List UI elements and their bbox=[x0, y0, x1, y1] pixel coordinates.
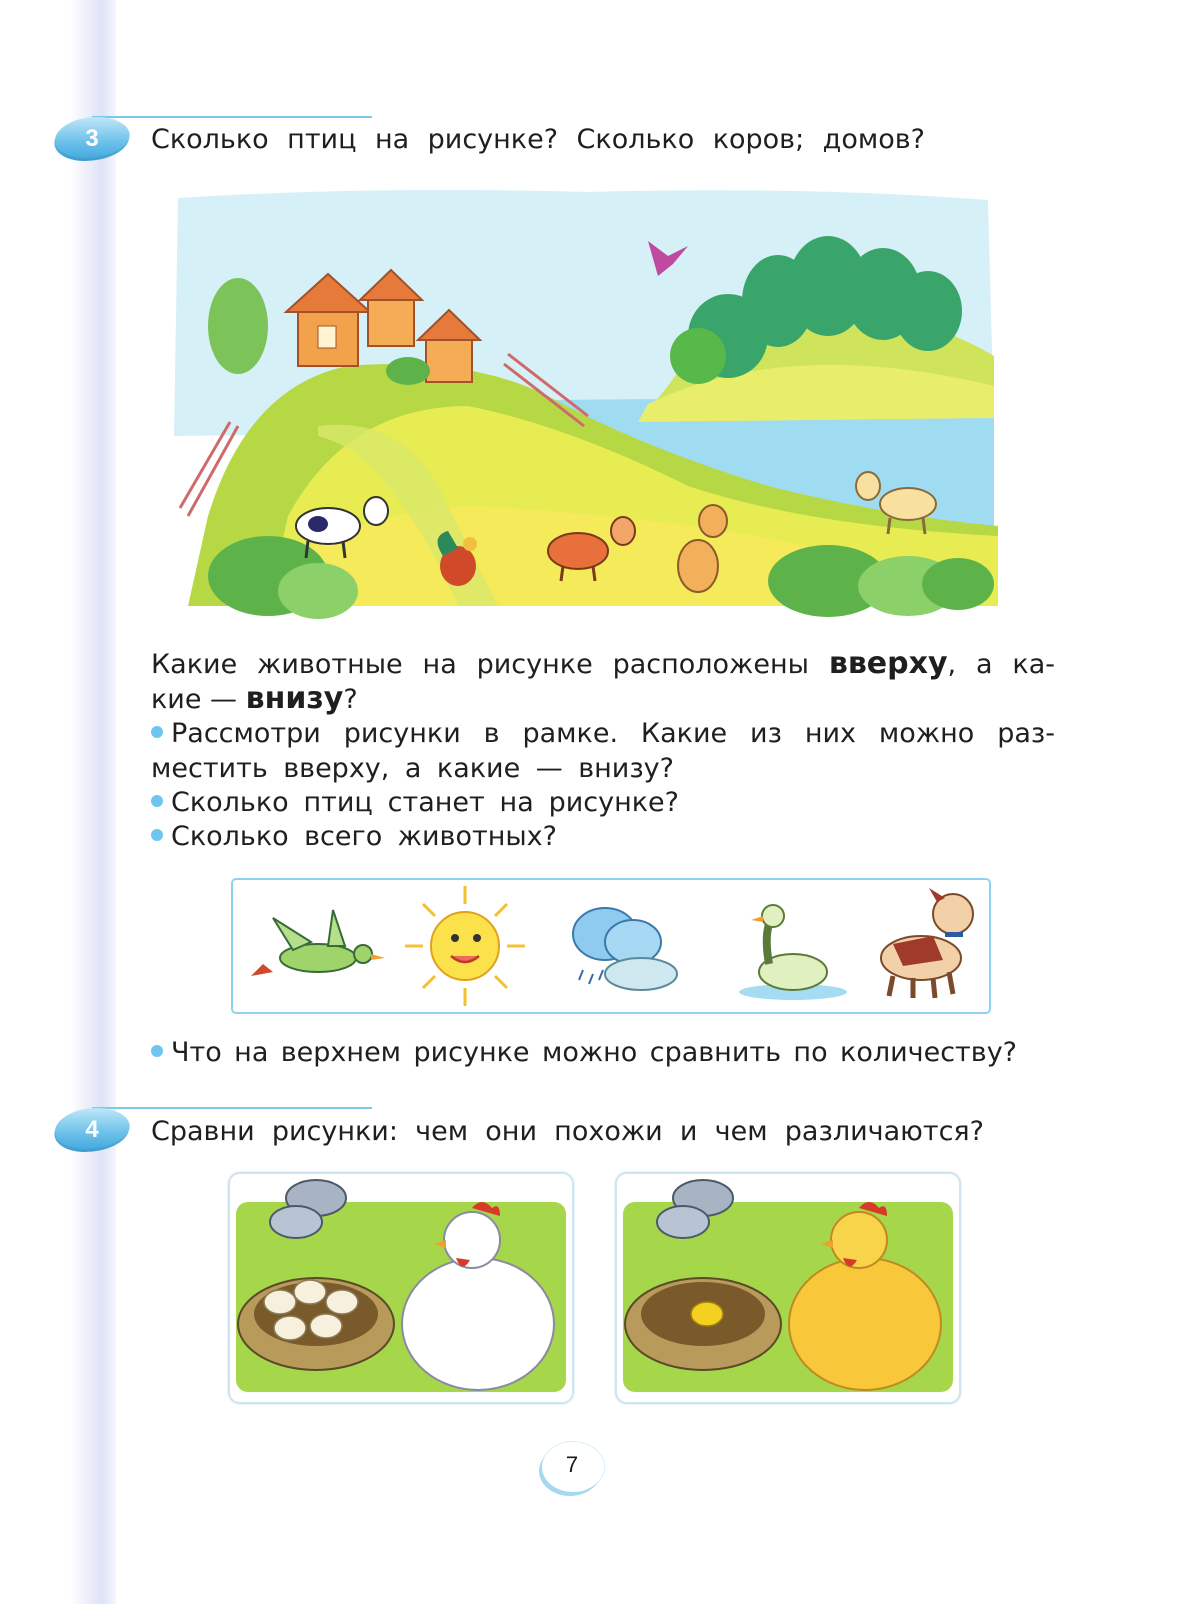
bullet-dot bbox=[151, 795, 163, 807]
duck-swimming-icon bbox=[739, 905, 847, 1000]
countryside-illustration bbox=[168, 186, 998, 626]
bullet-text: Рассмотри рисунки в рамке. Какие из них можно раз- bbox=[171, 718, 1055, 749]
white-hen-scene bbox=[230, 1174, 572, 1402]
bullet-continuation: местить вверху, а какие — внизу? bbox=[151, 753, 674, 784]
bullet-text: Что на верхнем рисунке можно сравнить по количеству? bbox=[171, 1037, 1017, 1068]
question-text: ? bbox=[343, 684, 358, 715]
exercise-rule bbox=[92, 116, 372, 118]
picture-frame bbox=[231, 878, 991, 1014]
exercise-question: Сколько птиц на рисунке? Сколько коров; домов? bbox=[151, 124, 925, 155]
exercise-number: 4 bbox=[85, 1116, 99, 1143]
bullet-text: Сколько всего животных? bbox=[171, 821, 557, 852]
exercise-rule bbox=[92, 1107, 372, 1109]
question-text: кие — bbox=[151, 684, 246, 715]
exercise-number: 3 bbox=[85, 125, 99, 152]
question-text: , а ка- bbox=[947, 649, 1056, 680]
frame-pictures bbox=[233, 880, 989, 1012]
dog-icon bbox=[881, 888, 973, 998]
keyword-bottom: внизу bbox=[245, 681, 344, 716]
bullet-item bbox=[151, 785, 679, 820]
bullet-item bbox=[151, 819, 557, 854]
sun-icon bbox=[405, 886, 525, 1006]
page-number-badge bbox=[538, 1440, 606, 1494]
question-line bbox=[151, 646, 1055, 682]
bullet-dot bbox=[151, 726, 163, 738]
bullet-text: Сколько птиц станет на рисунке? bbox=[171, 787, 679, 818]
cloud-icon bbox=[573, 908, 677, 990]
bullet-dot bbox=[151, 1045, 163, 1057]
bullet-item bbox=[151, 1035, 1017, 1070]
picture-yellow-hen bbox=[615, 1172, 961, 1404]
keyword-top: вверху bbox=[828, 646, 948, 681]
question-line bbox=[151, 681, 358, 717]
exercise-question: Сравни рисунки: чем они похожи и чем различаются? bbox=[151, 1116, 984, 1147]
bullet-item bbox=[151, 716, 1055, 751]
duck-flying-icon bbox=[251, 910, 385, 976]
bullet-dot bbox=[151, 829, 163, 841]
picture-white-hen bbox=[228, 1172, 574, 1404]
page-edge-shadow bbox=[70, 0, 116, 1604]
page-number: 7 bbox=[565, 1452, 579, 1477]
question-text: Какие животные на рисунке расположены bbox=[151, 649, 829, 680]
yellow-hen-scene bbox=[617, 1174, 959, 1402]
